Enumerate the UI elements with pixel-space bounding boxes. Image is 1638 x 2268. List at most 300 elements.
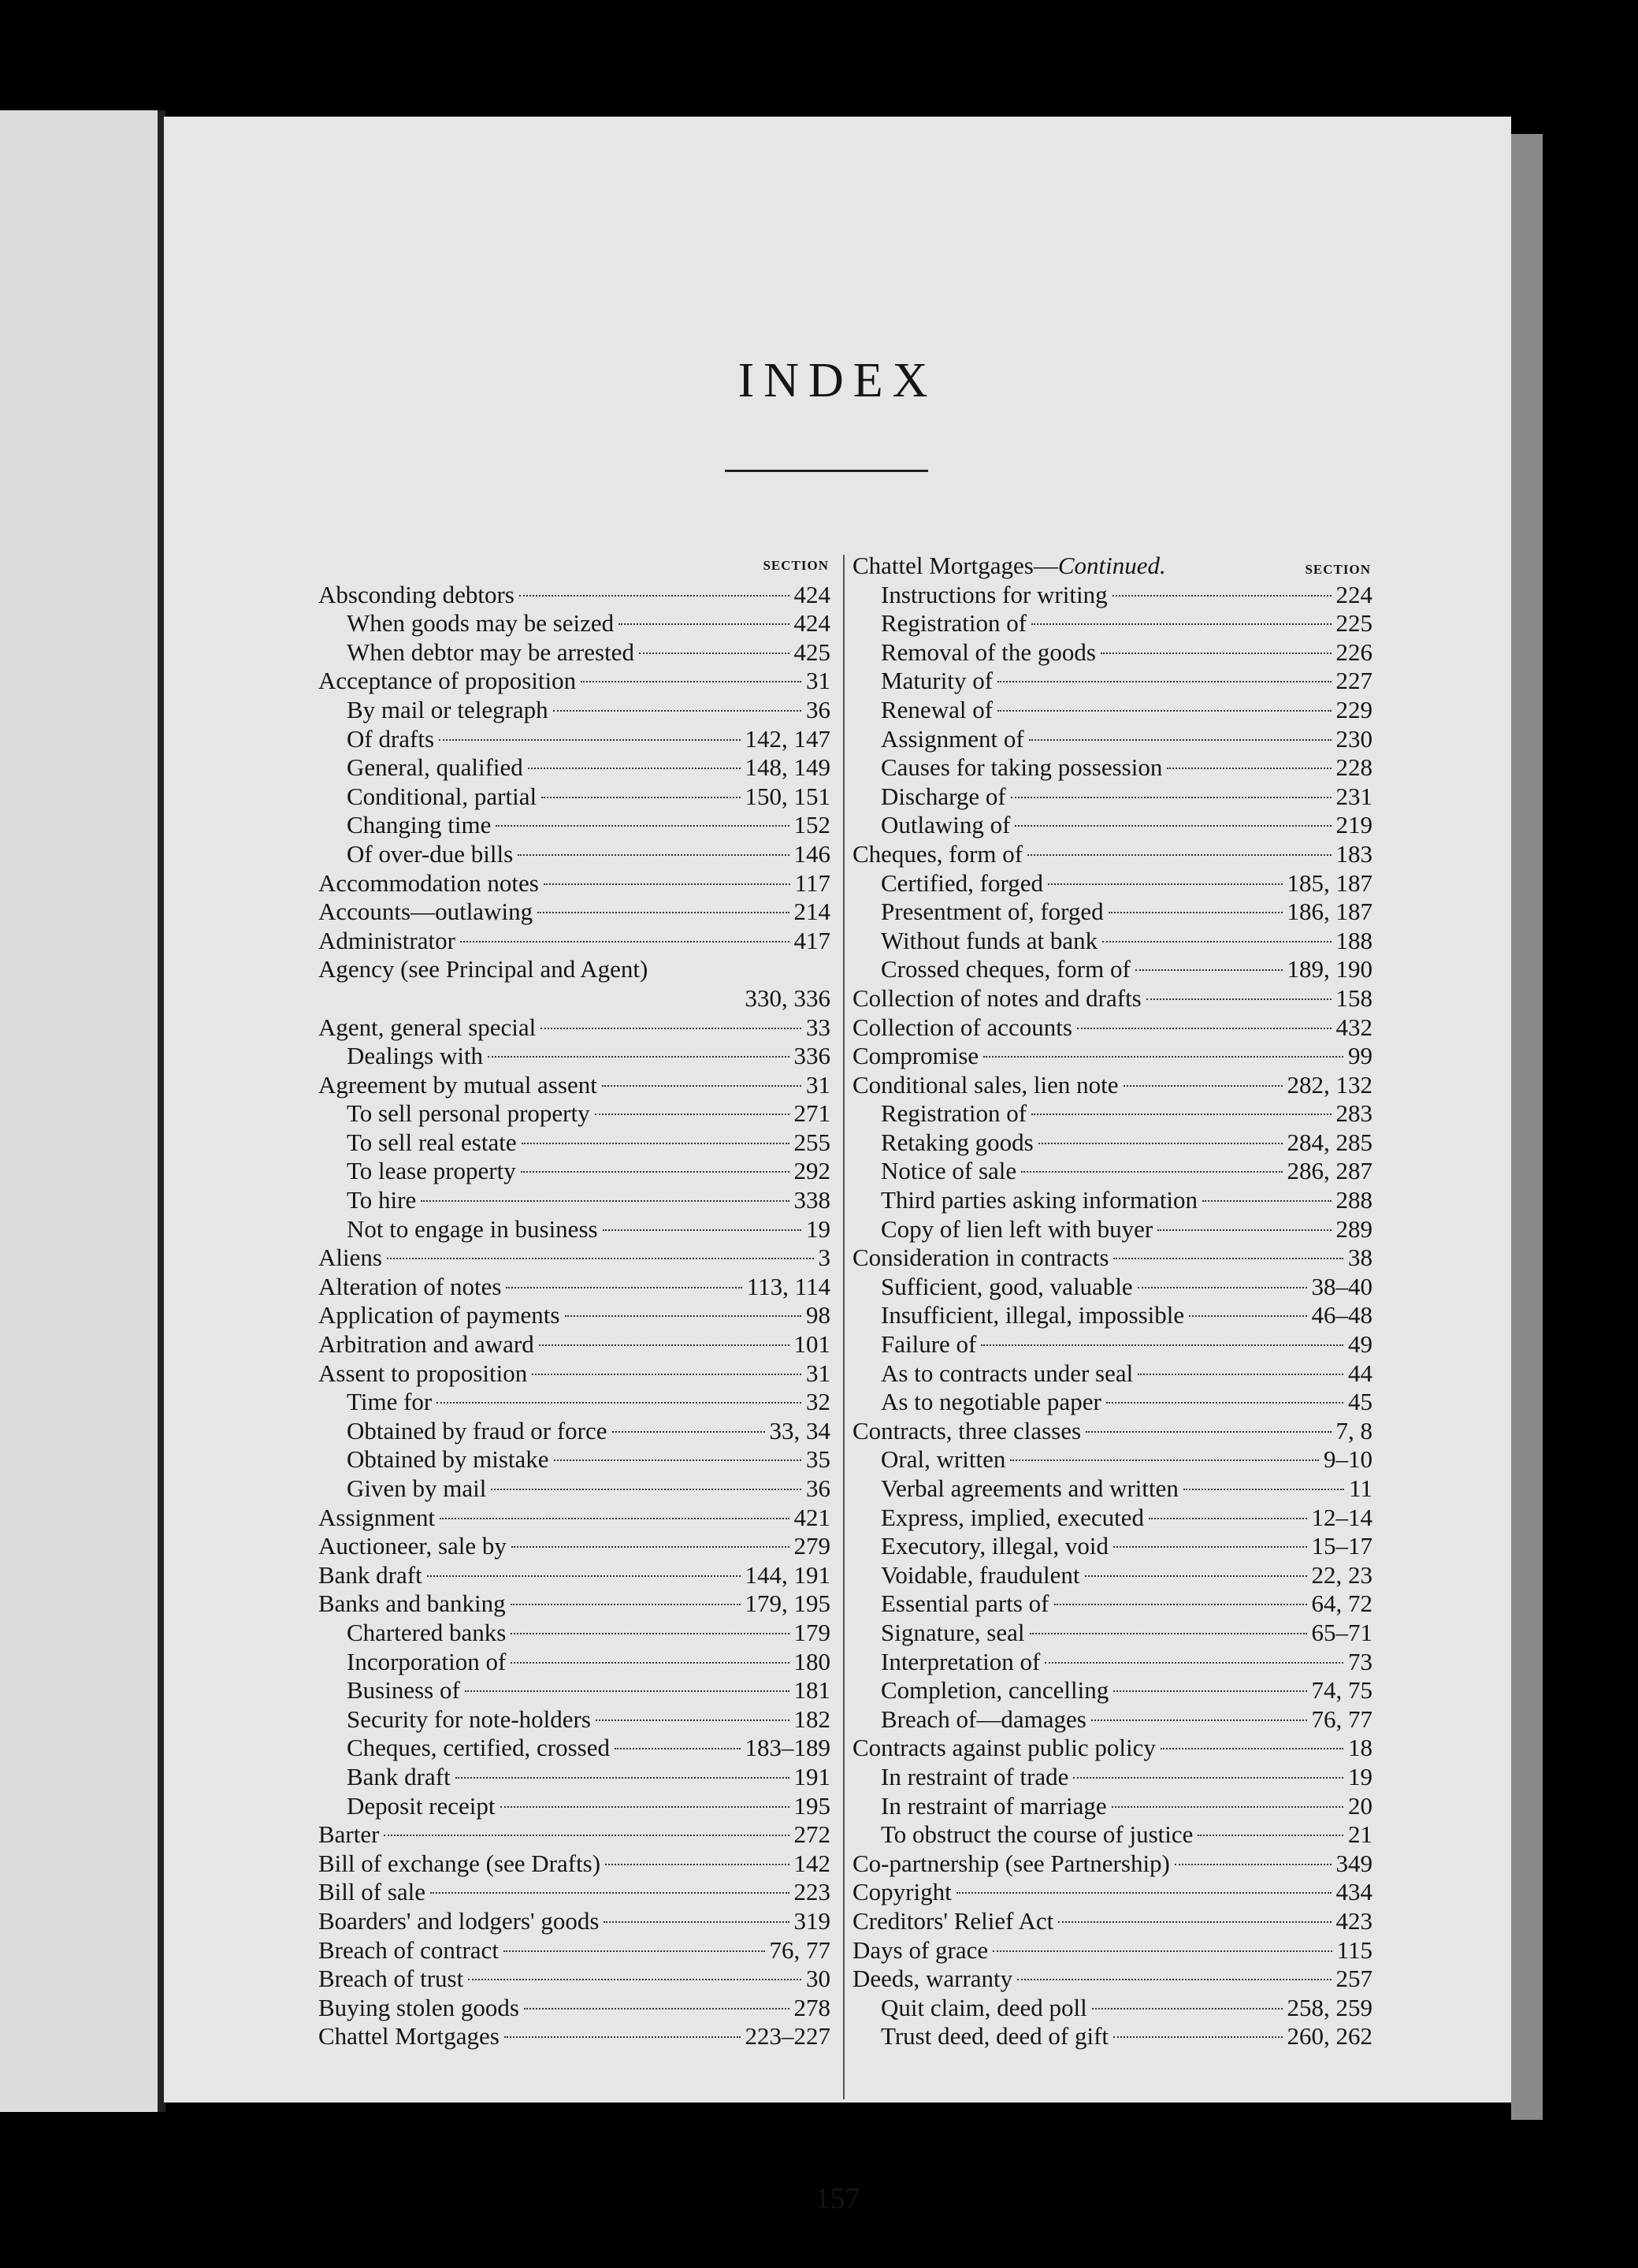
entry-text: Sufficient, good, valuable bbox=[881, 1272, 1133, 1300]
index-subentry bbox=[318, 638, 830, 667]
section-ref: 46–48 bbox=[1311, 1301, 1372, 1329]
entry-text: Registration of bbox=[881, 609, 1027, 638]
dot-leader bbox=[1017, 1979, 1331, 1980]
index-subentry bbox=[852, 1301, 1372, 1330]
section-ref: 180 bbox=[793, 1647, 830, 1675]
entry-text: Of drafts bbox=[347, 724, 435, 753]
dot-leader bbox=[981, 1344, 1343, 1346]
dot-leader bbox=[1048, 883, 1282, 885]
entry-text: Oral, written bbox=[881, 1445, 1006, 1474]
section-ref: 231 bbox=[1335, 782, 1372, 810]
index-entry bbox=[318, 1850, 830, 1879]
entry-text: Assignment of bbox=[881, 724, 1024, 753]
index-entry bbox=[852, 984, 1372, 1013]
entry-text: In restraint of marriage bbox=[881, 1791, 1107, 1820]
index-subentry bbox=[318, 1734, 830, 1763]
index-entry bbox=[318, 1820, 830, 1850]
index-subentry bbox=[318, 811, 830, 840]
dot-leader bbox=[384, 1835, 789, 1836]
dot-leader bbox=[554, 1459, 801, 1461]
dot-leader bbox=[1092, 2008, 1283, 2010]
index-subentry bbox=[852, 725, 1372, 754]
index-entry bbox=[318, 1561, 830, 1590]
section-ref: 258, 259 bbox=[1287, 1993, 1372, 2021]
entry-text: Conditional sales, lien note bbox=[852, 1070, 1119, 1099]
section-ref: 319 bbox=[793, 1906, 830, 1935]
section-ref: 255 bbox=[793, 1128, 830, 1156]
dot-leader bbox=[1183, 1489, 1344, 1490]
index-subentry bbox=[852, 1705, 1372, 1734]
entry-text: To hire bbox=[347, 1186, 417, 1214]
section-ref: 142 bbox=[793, 1849, 830, 1877]
section-ref: 230 bbox=[1335, 724, 1372, 753]
index-subentry bbox=[852, 1994, 1372, 2023]
index-page bbox=[164, 117, 1511, 2215]
index-entry bbox=[318, 1907, 830, 1936]
entry-text: Crossed cheques, form of bbox=[881, 955, 1131, 983]
entry-text: As to contracts under seal bbox=[881, 1359, 1134, 1387]
dot-leader bbox=[436, 1402, 801, 1404]
entry-text: Removal of the goods bbox=[881, 638, 1096, 666]
entry-text: Agreement by mutual assent bbox=[318, 1070, 597, 1099]
index-subentry bbox=[852, 1792, 1372, 1821]
entry-text: Auctioneer, sale by bbox=[318, 1532, 507, 1560]
section-ref: 185, 187 bbox=[1287, 868, 1372, 897]
page-number: 157 bbox=[815, 2182, 860, 2215]
section-ref: 99 bbox=[1348, 1042, 1372, 1070]
entry-text: General, qualified bbox=[347, 753, 523, 782]
index-subentry bbox=[852, 1676, 1372, 1705]
title-rule bbox=[725, 470, 928, 472]
index-subentry bbox=[852, 1359, 1372, 1389]
entry-text: Bank draft bbox=[347, 1762, 451, 1790]
dot-leader bbox=[488, 1056, 789, 1058]
entry-text: Maturity of bbox=[881, 667, 994, 695]
entry-text: Agency (see Principal and Agent) bbox=[318, 955, 648, 983]
section-ref: 417 bbox=[793, 926, 830, 954]
section-ref: 18 bbox=[1348, 1734, 1372, 1762]
index-subentry bbox=[318, 783, 830, 812]
index-entry bbox=[318, 1532, 830, 1561]
dot-leader bbox=[511, 1546, 789, 1548]
section-ref: 179, 195 bbox=[745, 1589, 830, 1618]
section-ref: 73 bbox=[1348, 1647, 1372, 1675]
index-subentry bbox=[318, 1676, 830, 1705]
section-ref: 152 bbox=[793, 811, 830, 839]
page-title: INDEX bbox=[737, 354, 938, 407]
entry-text: Conditional, partial bbox=[347, 782, 537, 810]
section-ref: 150, 151 bbox=[745, 782, 830, 810]
section-ref: 183 bbox=[1335, 839, 1372, 868]
section-ref: 15–17 bbox=[1311, 1532, 1372, 1560]
dot-leader bbox=[993, 1950, 1332, 1952]
dot-leader bbox=[522, 1143, 789, 1144]
page-edge bbox=[1511, 134, 1543, 2120]
dot-leader bbox=[1029, 739, 1332, 741]
section-ref: 148, 149 bbox=[745, 753, 830, 782]
continued-heading-text: Chattel Mortgages— bbox=[852, 552, 1058, 579]
section-ref: 214 bbox=[793, 898, 830, 926]
section-ref: 260, 262 bbox=[1287, 2022, 1372, 2050]
dot-leader bbox=[596, 1720, 789, 1721]
column-divider bbox=[843, 555, 845, 2099]
index-subentry bbox=[318, 1619, 830, 1648]
section-ref: 38–40 bbox=[1311, 1272, 1372, 1300]
index-subentry bbox=[852, 1186, 1372, 1215]
dot-leader bbox=[460, 941, 789, 943]
index-entry bbox=[852, 840, 1372, 869]
index-subentry bbox=[852, 696, 1372, 725]
index-subentry bbox=[852, 667, 1372, 696]
index-subentry bbox=[852, 1589, 1372, 1619]
entry-text: Given by mail bbox=[347, 1474, 487, 1502]
section-ref: 30 bbox=[806, 1965, 830, 1993]
index-entry bbox=[318, 1359, 830, 1389]
index-subentry bbox=[318, 1128, 830, 1158]
entry-text: Not to engage in business bbox=[347, 1214, 598, 1243]
index-subentry bbox=[852, 869, 1372, 898]
section-ref: 115 bbox=[1336, 1935, 1372, 1964]
entry-text: Notice of sale bbox=[881, 1157, 1017, 1185]
entry-text: Alteration of notes bbox=[318, 1272, 502, 1300]
section-ref: 189, 190 bbox=[1287, 955, 1372, 983]
dot-leader bbox=[1113, 2036, 1282, 2038]
dot-leader bbox=[537, 912, 789, 913]
entry-text: Without funds at bank bbox=[881, 926, 1098, 954]
entry-text: Arbitration and award bbox=[318, 1330, 534, 1359]
dot-leader bbox=[511, 1662, 789, 1664]
index-subentry bbox=[318, 1763, 830, 1792]
section-ref: 35 bbox=[806, 1445, 830, 1474]
index-subentry bbox=[852, 811, 1372, 840]
continued-heading bbox=[852, 552, 1166, 581]
dot-leader bbox=[421, 1200, 789, 1202]
section-ref: 9–10 bbox=[1324, 1445, 1372, 1474]
entry-text: Deeds, warranty bbox=[852, 1965, 1013, 1993]
section-ref: 19 bbox=[1348, 1762, 1372, 1790]
dot-leader bbox=[1175, 1864, 1332, 1865]
section-ref: 11 bbox=[1349, 1474, 1372, 1502]
index-subentry bbox=[852, 1763, 1372, 1792]
entry-text: Chartered banks bbox=[347, 1618, 507, 1646]
section-ref: 22, 23 bbox=[1311, 1560, 1372, 1589]
index-subentry bbox=[318, 1042, 830, 1071]
entry-text: Outlawing of bbox=[881, 811, 1011, 839]
entry-text: Contracts, three classes bbox=[852, 1416, 1082, 1444]
index-entry bbox=[852, 1965, 1372, 1994]
section-ref: 278 bbox=[793, 1993, 830, 2021]
entry-text: Absconding debtors bbox=[318, 580, 514, 608]
dot-leader bbox=[500, 1806, 789, 1808]
dot-leader bbox=[1086, 1431, 1331, 1433]
dot-leader bbox=[1021, 1171, 1282, 1173]
dot-leader bbox=[1167, 768, 1331, 769]
section-ref: 228 bbox=[1335, 753, 1372, 782]
index-entry bbox=[318, 1273, 830, 1302]
entry-text: Accommodation notes bbox=[318, 868, 539, 897]
scan-speck bbox=[16, 772, 22, 779]
entry-text: Banks and banking bbox=[318, 1589, 506, 1618]
dot-leader bbox=[1045, 1662, 1343, 1664]
index-subentry bbox=[852, 1561, 1372, 1590]
entry-text: Third parties asking information bbox=[881, 1186, 1198, 1214]
section-ref: 182 bbox=[793, 1705, 830, 1733]
section-ref: 186, 187 bbox=[1287, 898, 1372, 926]
dot-leader bbox=[539, 1344, 789, 1346]
section-ref: 223–227 bbox=[745, 2022, 830, 2050]
dot-leader bbox=[532, 1374, 801, 1375]
section-ref: 98 bbox=[806, 1301, 830, 1329]
dot-leader bbox=[491, 1489, 801, 1490]
entry-text: Barter bbox=[318, 1820, 380, 1849]
dot-leader bbox=[503, 1950, 765, 1952]
entry-text: Cheques, form of bbox=[852, 839, 1023, 868]
entry-text: Breach of—damages bbox=[881, 1705, 1086, 1733]
entry-text: Renewal of bbox=[881, 695, 994, 723]
entry-text: Bill of exchange (see Drafts) bbox=[318, 1849, 601, 1877]
dot-leader bbox=[1027, 854, 1331, 856]
section-ref: 292 bbox=[793, 1157, 830, 1185]
section-ref: 224 bbox=[1335, 580, 1372, 608]
section-ref: 158 bbox=[1335, 983, 1372, 1012]
section-ref: 272 bbox=[793, 1820, 830, 1849]
section-ref: 349 bbox=[1335, 1849, 1372, 1877]
entry-text: Assent to proposition bbox=[318, 1359, 528, 1387]
section-ref: 20 bbox=[1348, 1791, 1372, 1820]
entry-text: Co-partnership (see Partnership) bbox=[852, 1849, 1170, 1877]
index-subentry bbox=[318, 1215, 830, 1244]
section-ref: 32 bbox=[806, 1388, 830, 1416]
dot-leader bbox=[524, 2008, 789, 2010]
index-entry bbox=[852, 1878, 1372, 1907]
dot-leader bbox=[1113, 1546, 1307, 1548]
index-entry bbox=[318, 2022, 830, 2051]
entry-text: Retaking goods bbox=[881, 1128, 1034, 1156]
section-ref: 49 bbox=[1348, 1330, 1372, 1359]
index-entry bbox=[318, 1994, 830, 2023]
entry-text: Quit claim, deed poll bbox=[881, 1993, 1087, 2021]
column-header-left bbox=[318, 552, 830, 581]
entry-text: Signature, seal bbox=[881, 1618, 1025, 1646]
dot-leader bbox=[1124, 1085, 1283, 1087]
section-label: SECTION bbox=[1305, 562, 1371, 577]
index-subentry bbox=[318, 1474, 830, 1504]
index-subentry bbox=[318, 1388, 830, 1417]
entry-text: Agent, general special bbox=[318, 1013, 537, 1041]
dot-leader bbox=[618, 623, 789, 625]
section-ref: 286, 287 bbox=[1287, 1157, 1372, 1185]
section-ref: 74, 75 bbox=[1311, 1676, 1372, 1705]
entry-text: Obtained by fraud or force bbox=[347, 1416, 607, 1444]
index-subentry bbox=[318, 840, 830, 869]
index-subentry bbox=[852, 927, 1372, 956]
section-ref: 45 bbox=[1348, 1388, 1372, 1416]
entry-text: Trust deed, deed of gift bbox=[881, 2022, 1109, 2050]
entry-text: Interpretation of bbox=[881, 1647, 1041, 1675]
index-entry bbox=[852, 1734, 1372, 1763]
entry-text: Assignment bbox=[318, 1503, 436, 1531]
section-ref: 183–189 bbox=[745, 1734, 830, 1762]
section-ref: 179 bbox=[793, 1618, 830, 1646]
index-entry-continuation bbox=[318, 984, 830, 1013]
index-column-right bbox=[852, 552, 1372, 2051]
index-entry bbox=[318, 1301, 830, 1330]
section-ref: 12–14 bbox=[1311, 1503, 1372, 1531]
dot-leader bbox=[427, 1575, 741, 1577]
dot-leader bbox=[1161, 1748, 1343, 1749]
dot-leader bbox=[1010, 1459, 1319, 1461]
section-ref: 117 bbox=[794, 868, 830, 897]
entry-text: Aliens bbox=[318, 1244, 382, 1272]
dot-leader bbox=[528, 768, 741, 769]
section-ref: 284, 285 bbox=[1287, 1128, 1372, 1156]
section-ref: 227 bbox=[1335, 667, 1372, 695]
section-ref: 338 bbox=[793, 1186, 830, 1214]
dot-leader bbox=[1073, 1777, 1343, 1779]
dot-leader bbox=[387, 1258, 814, 1259]
dot-leader bbox=[605, 1864, 789, 1865]
index-entry bbox=[318, 869, 830, 898]
entry-text: Compromise bbox=[852, 1042, 979, 1070]
entry-text: By mail or telegraph bbox=[347, 695, 548, 723]
section-ref: 226 bbox=[1335, 638, 1372, 666]
dot-leader bbox=[1189, 1315, 1306, 1317]
entry-text: Causes for taking possession bbox=[881, 753, 1163, 782]
dot-leader bbox=[465, 1690, 789, 1692]
section-ref: 101 bbox=[793, 1330, 830, 1359]
entry-text: Breach of contract bbox=[318, 1935, 499, 1964]
section-ref: 424 bbox=[793, 580, 830, 608]
entry-text: Accounts—outlawing bbox=[318, 898, 533, 926]
index-entry bbox=[318, 1013, 830, 1043]
index-column-left bbox=[318, 552, 830, 2051]
dot-leader bbox=[1077, 1028, 1332, 1029]
section-ref: 219 bbox=[1335, 811, 1372, 839]
dot-leader bbox=[1031, 1114, 1331, 1115]
index-subentry bbox=[852, 1099, 1372, 1128]
dot-leader bbox=[1138, 1374, 1343, 1375]
entry-text: Days of grace bbox=[852, 1935, 989, 1964]
index-entry bbox=[852, 1936, 1372, 1965]
entry-text: Obtained by mistake bbox=[347, 1445, 549, 1474]
dot-leader bbox=[595, 1114, 789, 1115]
dot-leader bbox=[541, 797, 740, 798]
index-subentry bbox=[852, 955, 1372, 984]
section-ref: 191 bbox=[793, 1762, 830, 1790]
index-subentry bbox=[852, 753, 1372, 783]
dot-leader bbox=[1109, 912, 1283, 913]
dot-leader bbox=[615, 1748, 741, 1749]
section-ref: 142, 147 bbox=[745, 724, 830, 753]
entry-text: Copy of lien left with buyer bbox=[881, 1214, 1153, 1243]
entry-text: Chattel Mortgages bbox=[318, 2022, 500, 2050]
index-subentry bbox=[318, 725, 830, 754]
entry-text: Verbal agreements and written bbox=[881, 1474, 1179, 1502]
section-ref: 76, 77 bbox=[769, 1935, 830, 1964]
dot-leader bbox=[1112, 1806, 1343, 1808]
index-subentry bbox=[318, 609, 830, 638]
dot-leader bbox=[439, 739, 740, 741]
index-subentry bbox=[852, 1474, 1372, 1504]
entry-text: Business of bbox=[347, 1676, 460, 1705]
dot-leader bbox=[1031, 623, 1331, 625]
dot-leader bbox=[581, 681, 801, 682]
index-subentry bbox=[318, 1417, 830, 1446]
index-entry bbox=[318, 927, 830, 956]
section-ref: 36 bbox=[806, 695, 830, 723]
entry-text: Registration of bbox=[881, 1099, 1027, 1128]
index-subentry bbox=[318, 1445, 830, 1474]
index-entry bbox=[852, 1013, 1372, 1043]
index-entry bbox=[318, 1244, 830, 1273]
entry-text: In restraint of trade bbox=[881, 1762, 1069, 1790]
index-subentry bbox=[852, 1157, 1372, 1186]
section-ref: 36 bbox=[806, 1474, 830, 1502]
index-subentry bbox=[852, 1273, 1372, 1302]
dot-leader bbox=[1138, 1287, 1307, 1288]
section-ref: 76, 77 bbox=[1311, 1705, 1372, 1733]
index-subentry bbox=[852, 581, 1372, 610]
dot-leader bbox=[1106, 1402, 1343, 1404]
entry-text: Failure of bbox=[881, 1330, 977, 1359]
section-ref: 423 bbox=[1335, 1906, 1372, 1935]
section-ref: 257 bbox=[1335, 1965, 1372, 1993]
dot-leader bbox=[544, 883, 790, 885]
dot-leader bbox=[1058, 1921, 1331, 1923]
section-ref: 271 bbox=[793, 1099, 830, 1128]
dot-leader bbox=[540, 1028, 801, 1029]
section-label: SECTION bbox=[763, 558, 829, 573]
dot-leader bbox=[1085, 1575, 1307, 1577]
section-ref: 31 bbox=[806, 1070, 830, 1099]
dot-leader bbox=[602, 1085, 801, 1087]
dot-leader bbox=[1011, 797, 1332, 798]
index-entry bbox=[852, 1907, 1372, 1936]
index-entry bbox=[318, 898, 830, 927]
index-entry bbox=[318, 1071, 830, 1100]
section-ref: 38 bbox=[1348, 1244, 1372, 1272]
dot-leader bbox=[997, 710, 1331, 712]
section-ref: 330, 336 bbox=[745, 983, 830, 1012]
section-ref: 283 bbox=[1335, 1099, 1372, 1128]
entry-text: Of over-due bills bbox=[347, 839, 514, 868]
dot-leader bbox=[1054, 1604, 1307, 1605]
section-ref: 31 bbox=[806, 667, 830, 695]
index-entry bbox=[318, 667, 830, 696]
section-ref: 33, 34 bbox=[769, 1416, 830, 1444]
dot-leader bbox=[1102, 941, 1331, 943]
entry-text: Time for bbox=[347, 1388, 433, 1416]
entry-text: When debtor may be arrested bbox=[347, 638, 634, 666]
entry-text: To lease property bbox=[347, 1157, 516, 1185]
index-entry bbox=[852, 1244, 1372, 1273]
index-subentry bbox=[852, 898, 1372, 927]
dot-leader bbox=[504, 2036, 741, 2038]
section-ref: 64, 72 bbox=[1311, 1589, 1372, 1618]
entry-text: Discharge of bbox=[881, 782, 1006, 810]
section-ref: 144, 191 bbox=[745, 1560, 830, 1589]
dot-leader bbox=[604, 1921, 789, 1923]
index-subentry bbox=[852, 2022, 1372, 2051]
index-subentry bbox=[852, 1445, 1372, 1474]
entry-text: Copyright bbox=[852, 1878, 952, 1906]
index-subentry bbox=[318, 1157, 830, 1186]
index-subentry bbox=[318, 1705, 830, 1734]
dot-leader bbox=[1149, 1518, 1306, 1519]
dot-leader bbox=[1101, 653, 1332, 654]
section-ref: 21 bbox=[1348, 1820, 1372, 1849]
index-entry bbox=[318, 581, 830, 610]
